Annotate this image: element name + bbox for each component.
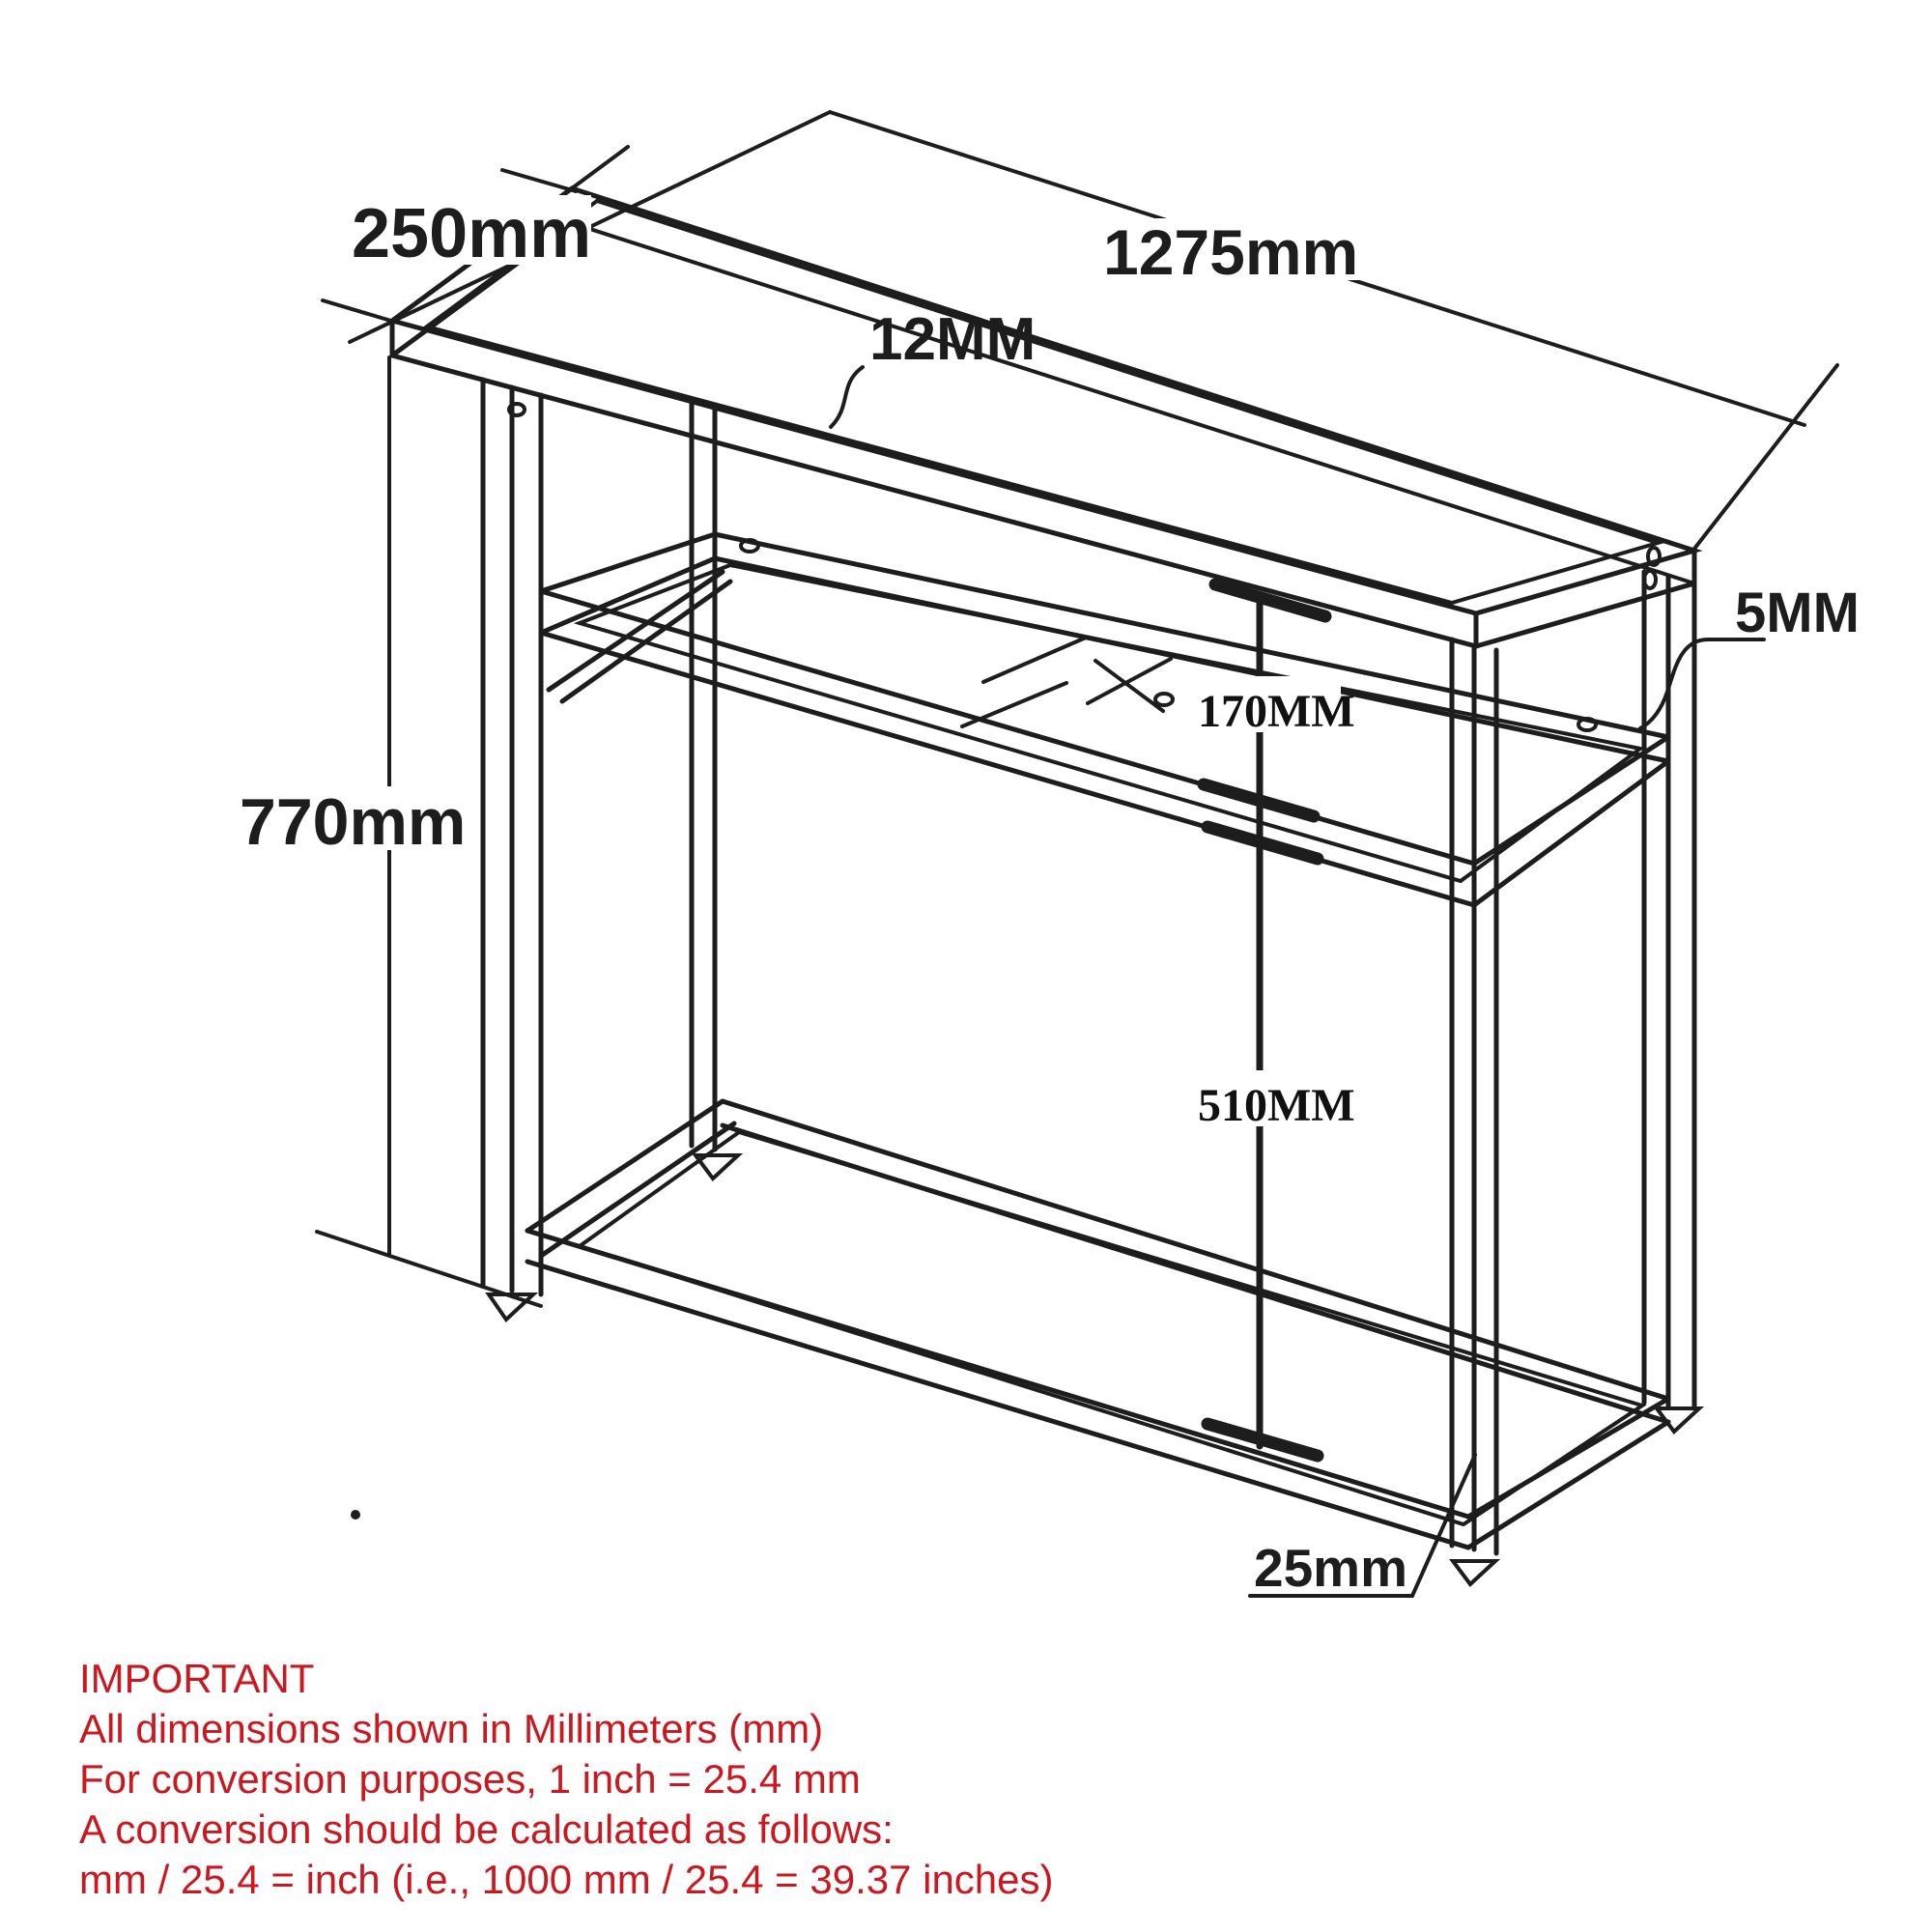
notes-heading: IMPORTANT [79, 1656, 315, 1701]
label-shelf-glass: 5MM [1735, 582, 1860, 644]
label-height: 770mm [240, 785, 467, 859]
label-tube: 25mm [1254, 1538, 1407, 1598]
foot-right-front [1453, 1561, 1495, 1584]
foot-right-back [1657, 1408, 1699, 1432]
leader-5mm [1640, 639, 1764, 728]
notes-line: A conversion should be calculated as follows: [79, 1806, 894, 1852]
label-width: 1275mm [1103, 216, 1359, 288]
ext-line-1275-left [572, 147, 628, 188]
label-depth: 250mm [352, 195, 592, 272]
label-gap-bottom: 510MM [1198, 1080, 1355, 1131]
left-front-leg [483, 380, 541, 1294]
ext-line-250-lower [323, 300, 394, 322]
ext-line-1275-right [1694, 365, 1837, 549]
label-gap-top: 170MM [1198, 686, 1355, 737]
ext-line-770-bottom [317, 1232, 541, 1306]
ext-line-250-upper [502, 170, 576, 191]
right-front-leg [1452, 639, 1496, 1553]
foot-left-front [489, 1294, 533, 1320]
important-notes [79, 1654, 1054, 1905]
label-top-glass: 12MM [869, 306, 1037, 373]
leader-25mm [1412, 1455, 1475, 1596]
notes-line: mm / 25.4 = inch (i.e., 1000 mm / 25.4 = 39.37 inches) [79, 1857, 1054, 1902]
notes-line: All dimensions shown in Millimeters (mm) [79, 1706, 824, 1751]
notes-line: For conversion purposes, 1 inch = 25.4 mm [79, 1756, 861, 1802]
right-back-leg [1644, 572, 1694, 1408]
